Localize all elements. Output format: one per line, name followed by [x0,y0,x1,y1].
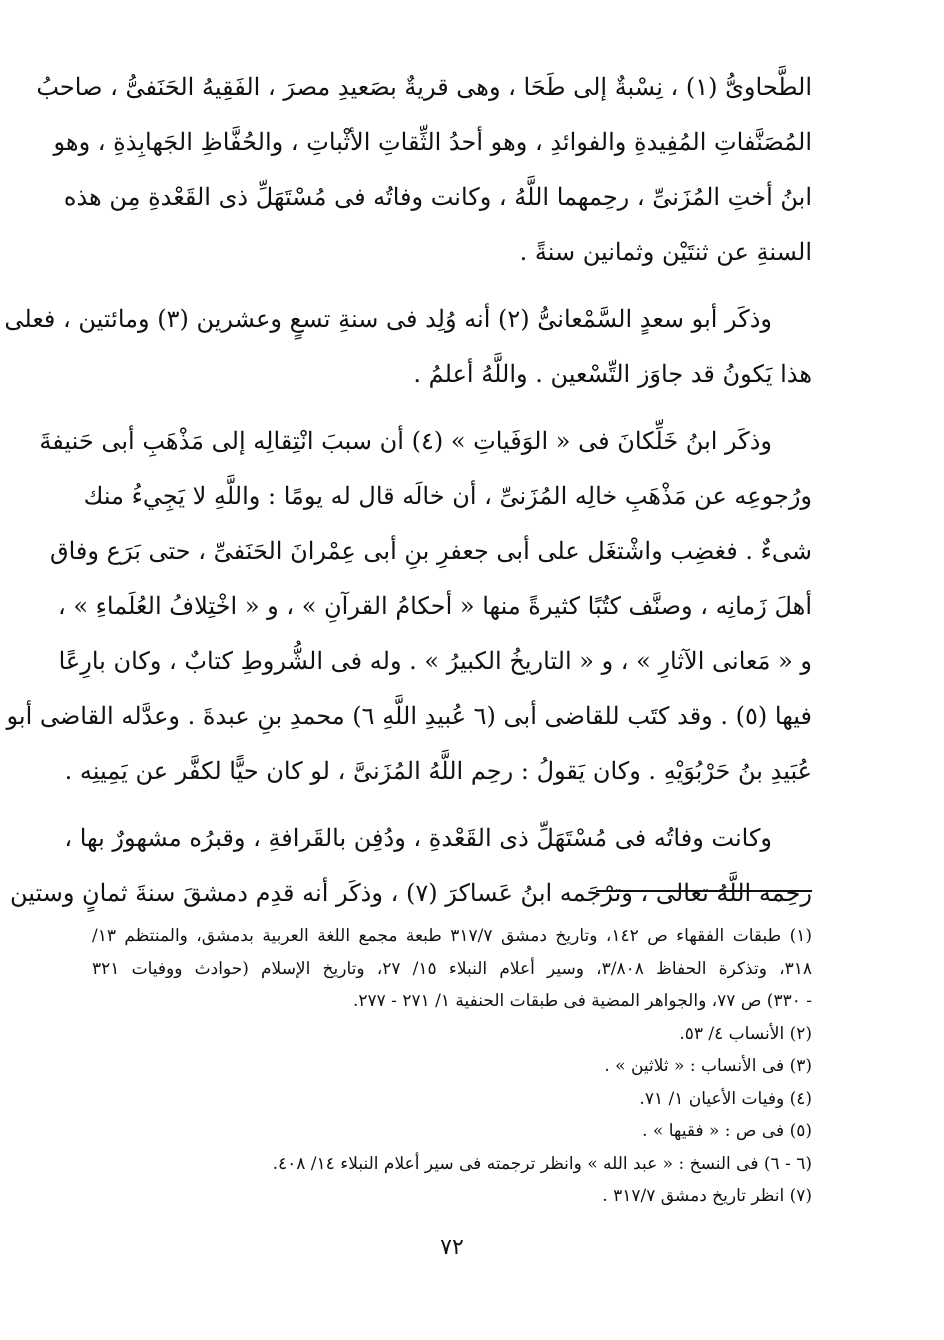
text-line: المُصَنَّفاتِ المُفِيدةِ والفوائدِ ، وهو أحدُ الثِّقاتِ الأثْباتِ ، والحُفَّاظِ الجَهابِذةِ ، وهو [53,128,812,156]
footnote-line: ٣١٨، وتذكرة الحفاظ ٣/٨٠٨، وسير أعلام النبلاء ١٥/ ٢٧، وتاريخ الإسلام (حوادث ووفيات ٣٢١ [92,958,812,979]
footnotes [92,920,812,1213]
footnote-line: (٤) وفيات الأعيان ١/ ٧١. [639,1088,812,1109]
text-line: الطَّحاوىُّ (١) ، نِسْبةٌ إلى طَحَا ، وهى قريةٌ بصَعيدِ مصرَ ، الفَقِيهُ الحَنَفىُّ ، صاحبُ [36,73,812,101]
text-line: وذكَر أبو سعدٍ السَّمْعانىُّ (٢) أنه وُلِد فى سنةِ تسعٍ وعشرين (٣) ومائتين ، فعلى [4,305,772,333]
footnote-line: (٢) الأنساب ٤/ ٥٣. [679,1023,812,1044]
page-number: ٧٢ [440,1235,464,1260]
text-line: شىءٌ . فغضِب واشْتغَل على أبى جعفرِ بنِ أبى عِمْرانَ الحَنَفىِّ ، حتى بَرَع وفاق [50,537,812,565]
paragraph-ibn-khallikan [6,414,812,799]
text-line: وكانت وفاتُه فى مُسْتَهَلِّ ذى القَعْدةِ ، ودُفِن بالقَرافةِ ، وقبرُه مشهورٌ بها ، [64,824,772,852]
text-line: وذكَر ابنُ خَلِّكانَ فى « الوَفَياتِ » (٤) أن سببَ انْتِقالِه إلى مَذْهَبِ أبى حَنيفةَ [39,427,772,455]
footnote-line: - ٣٣٠) ص ٧٧، والجواهر المضية فى طبقات الحنفية ١/ ٢٧١ - ٢٧٧. [352,991,812,1011]
footnote-line: (٧) انظر تاريخ دمشق ٣١٧/٧ . [602,1186,812,1206]
text-line: عُبَيدِ بنُ حَرْبُوَيْهِ . وكان يَقولُ : رحِم اللَّهُ المُزَنىَّ ، لو كان حيًّا لكفَّر عن يَمِينِه . [64,757,812,785]
paragraph-samani [4,292,812,402]
paragraph-death [9,811,812,921]
footnote-divider [596,890,812,892]
page [4,60,812,1330]
text-line: ابنُ أختِ المُزَنىِّ ، رحِمهما اللَّهُ ، وكانت وفاتُه فى مُسْتَهَلِّ ذى القَعْدةِ مِن هذه [63,183,812,211]
text-line: السنةِ عن ثنتَيْن وثمانين سنةً . [519,238,812,266]
text-line: ورُجوعِه عن مَذْهَبِ خالِه المُزَنىِّ ، أن خالَه قال له يومًا : واللَّهِ لا يَجِيءُ منك [83,482,812,510]
footnote-line: (٦ - ٦) فى النسخ : « عبد الله » وانظر ترجمته فى سير أعلام النبلاء ١٤/ ٤٠٨. [272,1153,812,1174]
footnote-line: (٣) فى الأنساب : « ثلاثين » . [604,1056,812,1076]
text-line: و « مَعانى الآثارِ » ، و « التاريخُ الكبيرُ » . وله فى الشُّروطِ كتابٌ ، وكان بارِعًا [58,647,812,675]
paragraph-tahawi-intro [36,60,812,280]
text-line: فيها (٥) . وقد كتَب للقاضى أبى (٦ عُبيدِ اللَّهِ ٦) محمدِ بنِ عبدةَ . وعدَّله القاضى أبو [6,702,812,730]
text-line: أهلَ زَمانِه ، وصنَّف كتُبًا كثيرةً منها « أحكامُ القرآنِ » ، و « اخْتِلافُ العُلَماءِ » ، [57,592,812,620]
text-line: هذا يَكونُ قد جاوَز التِّسْعين . واللَّهُ أعلمُ . [413,360,812,388]
footnote-line: (١) طبقات الفقهاء ص ١٤٢، وتاريخ دمشق ٣١٧/٧ طبعة مجمع اللغة العربية بدمشق، والمنتظم ١٣/ [92,926,812,946]
footnote-line: (٥) فى ص : « فقيها » . [642,1121,812,1141]
text-line: رحِمه اللَّهُ تعالى ، وترْجَمه ابنُ عَساكرَ (٧) ، وذكَر أنه قدِم دمشقَ سنةَ ثمانٍ وستين [9,879,812,907]
